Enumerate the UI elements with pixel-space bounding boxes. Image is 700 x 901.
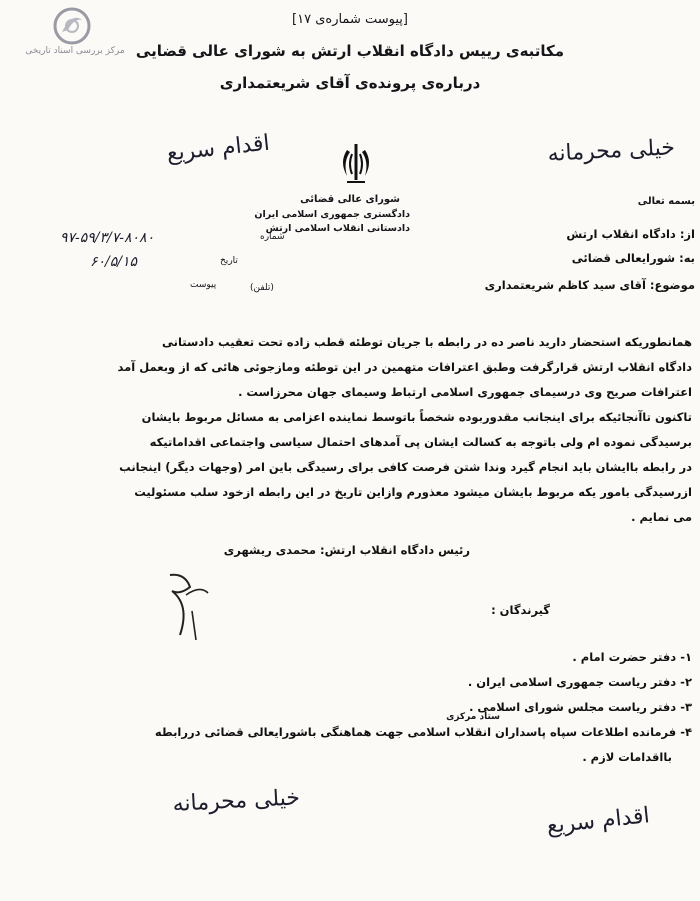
recipient-item: ۲- دفتر ریاست جمهوری اسلامی ایران . <box>467 675 692 689</box>
body-line: اعترافات صریح وی درسیمای جمهوری اسلامی ارتباط وسیمای جهان محرزاست . <box>238 385 692 399</box>
document-title: مکاتبه‌ی رییس دادگاه انقلاب ارتش به شورای عالی قضایی <box>135 42 565 60</box>
basmala: بسمه تعالی <box>637 196 695 207</box>
letterhead-line2: دادگستری جمهوری اسلامی ایران <box>254 209 410 220</box>
stamp-urgent-top: اقدام سریع <box>165 130 271 167</box>
body-line: ازرسیدگی بامور یکه مربوط بایشان میشود معذورم وازاین تاریخ در این رابطه ازخود سلب مسئولیت <box>134 485 692 499</box>
recipients-list <box>80 645 692 770</box>
stamp-top-secret: خیلی محرمانه <box>547 135 676 167</box>
handwritten-signature <box>150 565 220 645</box>
letterhead-line3: دادستانی انقلاب اسلامی ارتش <box>265 223 410 234</box>
letterhead-line1: شورای عالی قضائی <box>300 194 400 205</box>
recipient-note: ستاد مرکزی <box>446 712 500 722</box>
document-subtitle: درباره‌ی پرونده‌ی آقای شریعتمداری <box>219 74 481 92</box>
archive-logo-text: مرکز بررسی اسناد تاریخی <box>25 46 125 56</box>
attachment-field-label: پیوست <box>190 280 217 290</box>
date-label: تاریخ <box>220 256 238 266</box>
stamp-bottom-secret: خیلی محرمانه <box>172 785 301 817</box>
body-line: دادگاه انقلاب ارتش قرارگرفت وطبق اعترافات متهمین در این توطئه ومازجوئی هائی که از وبعمل آمد <box>117 360 692 374</box>
iran-emblem-icon <box>333 140 379 186</box>
body-line: برسیدگی نموده ام ولی باتوجه به کسالت ایشان پی آمدهای احتمال سیاسی واجتماعی اقداماتیکه <box>149 435 692 449</box>
recipients-heading: گیرندگان : <box>491 603 550 617</box>
body-line: تاکنون تاآنجائیکه برای اینجانب مقدوربوده شخصاً باتوسط نماینده اعزامی به مسائل مربوط بایشان <box>141 410 692 424</box>
body-line: می نمایم . <box>631 510 692 524</box>
number-label: شماره <box>260 232 285 242</box>
from-line: از: دادگاه انقلاب ارتش <box>566 227 695 241</box>
archive-emblem-icon <box>50 6 94 46</box>
stamp-urgent-bottom: اقدام سریع <box>545 803 651 839</box>
signatory-title: رئیس دادگاه انقلاب ارتش: محمدی ریشهری <box>223 543 470 557</box>
recipient-item: ۴- فرمانده اطلاعات سپاه پاسداران انقلاب اسلامی جهت هماهنگی باشورایعالی قضائی دررابطه <box>154 725 692 739</box>
attachment-label: [پیوست شماره‌ی ۱۷] <box>292 12 408 27</box>
body-line: در رابطه باایشان باید انجام گیرد وندا شتن فرصت کافی برای رسیدگی باین امر (وجهات دیگر) اینجانب <box>119 460 692 474</box>
recipient-item: ۱- دفتر حضرت امام . <box>572 650 692 664</box>
to-line: به: شورایعالی قضائی <box>571 251 695 265</box>
recipient-item: بااقدامات لازم . <box>582 750 672 764</box>
date-value: ۶۰/۵/۱۵ <box>90 254 138 270</box>
body-paragraph-2 <box>70 405 692 530</box>
subject-line: موضوع: آقای سید کاظم شریعتمداری <box>484 278 695 292</box>
recipient-item: ۳- دفتر ریاست مجلس شورای اسلامی . <box>469 700 692 714</box>
number-value: ۹۷-۵۹/۳/۷-۸۰۸۰ <box>60 230 155 246</box>
phone-label: (تلفن) <box>250 283 274 293</box>
body-paragraph-1 <box>70 330 692 405</box>
body-line: همانطوریکه استحضار دارید ناصر ده در رابطه با جریان توطئه قطب زاده تحت تعقیب دادستانی <box>162 335 692 349</box>
